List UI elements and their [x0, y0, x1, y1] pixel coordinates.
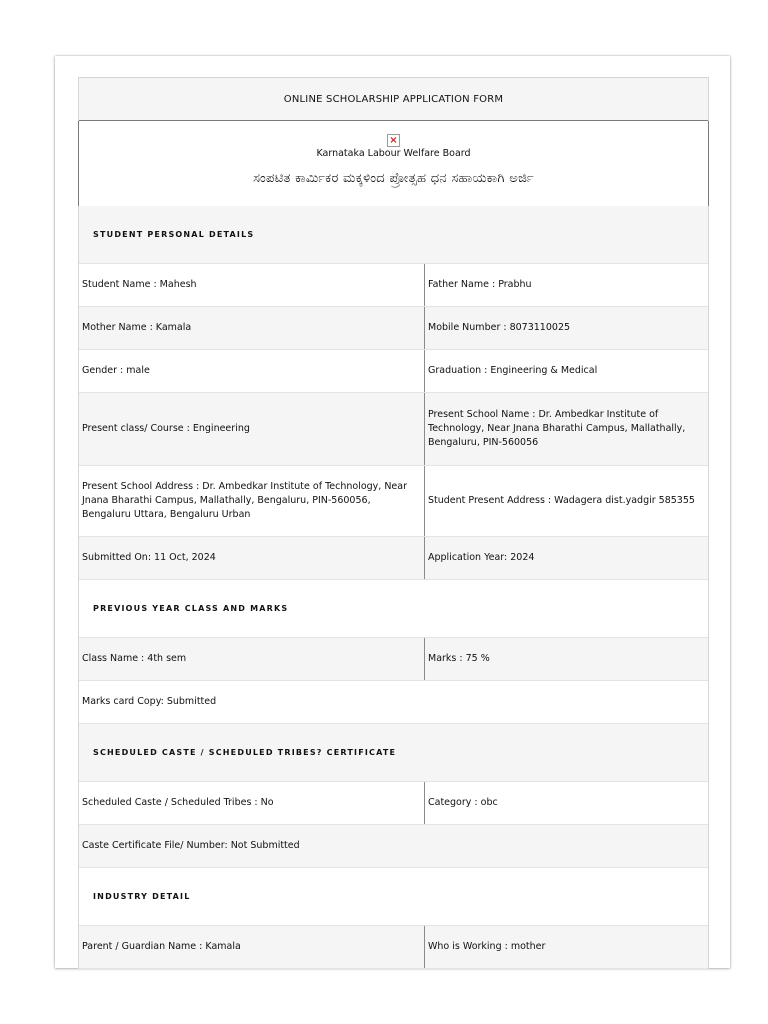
application-form: [78, 77, 709, 969]
table-row: [79, 926, 708, 969]
form-title: ONLINE SCHOLARSHIP APPLICATION FORM: [79, 77, 708, 121]
board-name: Karnataka Labour Welfare Board: [316, 148, 471, 159]
table-row: [79, 307, 708, 350]
section-heading-previous: PREVIOUS YEAR CLASS AND MARKS: [79, 580, 708, 638]
guardian-name-field: Parent / Guardian Name : Kamala: [79, 926, 425, 968]
marks-card-field: Marks card Copy: Submitted: [82, 696, 217, 707]
who-working-field: Who is Working : mother: [428, 941, 546, 952]
school-address-field: Present School Address : Dr. Ambedkar Institute of Technology, Near Jnana Bharathi Campus, Mallathally, Bengaluru, PIN-560056, Bengaluru Uttara, Bengaluru Urban: [79, 466, 425, 536]
sc-st-field: Scheduled Caste / Scheduled Tribes : No: [79, 782, 425, 824]
present-class-field: Present class/ Course : Engineering: [79, 393, 425, 465]
table-row: [79, 681, 708, 724]
broken-image-icon: ×: [387, 134, 400, 147]
marks-field: Marks : 75 %: [428, 653, 490, 664]
mother-name-field: Mother Name : Kamala: [79, 307, 425, 349]
student-address-field: Student Present Address : Wadagera dist.yadgir 585355: [428, 495, 695, 506]
table-row: [79, 393, 708, 466]
table-row: [79, 466, 708, 537]
school-name-field: Present School Name : Dr. Ambedkar Institute of Technology, Near Jnana Bharathi Campus, Mallathally, Bengaluru, PIN-560056: [428, 409, 686, 448]
category-field: Category : obc: [428, 797, 498, 808]
document-page: [55, 56, 730, 968]
caste-certificate-field: Caste Certificate File/ Number: Not Submitted: [82, 840, 300, 851]
section-heading-caste: SCHEDULED CASTE / SCHEDULED TRIBES? CERTIFICATE: [79, 724, 708, 782]
table-row: [79, 350, 708, 393]
section-heading-personal: STUDENT PERSONAL DETAILS: [79, 206, 708, 264]
student-name-field: Student Name : Mahesh: [79, 264, 425, 306]
table-row: [79, 537, 708, 580]
mobile-number-field: Mobile Number : 8073110025: [428, 322, 571, 333]
table-row: [79, 638, 708, 681]
submitted-on-field: Submitted On: 11 Oct, 2024: [79, 537, 425, 579]
table-row: [79, 264, 708, 307]
class-name-field: Class Name : 4th sem: [79, 638, 425, 680]
section-heading-industry: INDUSTRY DETAIL: [79, 868, 708, 926]
graduation-field: Graduation : Engineering & Medical: [428, 365, 598, 376]
gender-field: Gender : male: [79, 350, 425, 392]
application-year-field: Application Year: 2024: [428, 552, 535, 563]
table-row: [79, 825, 708, 868]
table-row: [79, 782, 708, 825]
kannada-title: ಸಂಪಟಿತ ಕಾರ್ಮಿಕರ ಮಕ್ಕಳಿಂದ ಪ್ರೋತ್ಸಹ ಧನ ಸಹಾಯಕಾಗಿ ಅರ್ಜಿ: [253, 171, 534, 186]
form-header: [78, 121, 709, 206]
father-name-field: Father Name : Prabhu: [428, 279, 532, 290]
